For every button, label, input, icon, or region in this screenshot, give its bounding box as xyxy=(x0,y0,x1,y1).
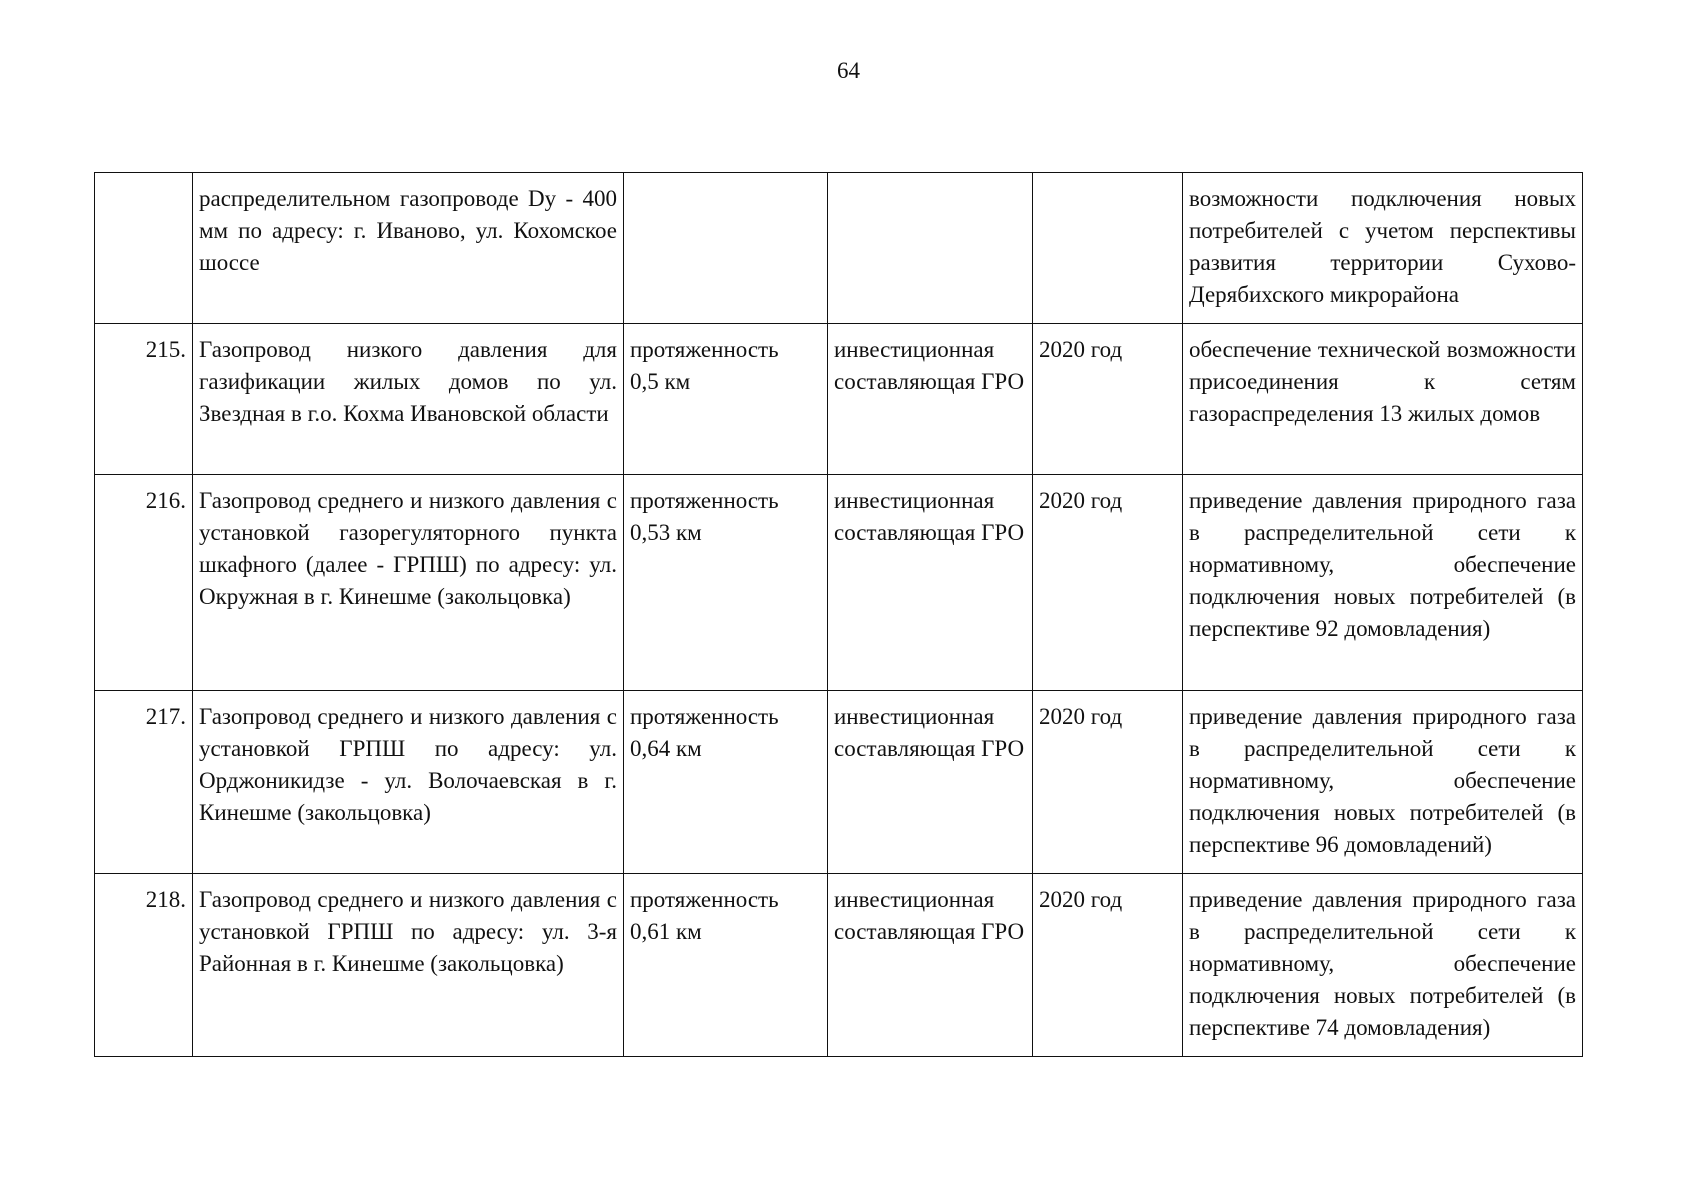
extent-cell xyxy=(624,173,828,324)
extent-label: протяженность xyxy=(630,887,779,912)
funding-source: инвестиционная составляющая ГРО xyxy=(828,475,1033,691)
object-name: Газопровод среднего и низкого давления с установкой ГРПШ по адресу: ул. 3-я Районная в г. Кинешме (закольцовка) xyxy=(193,874,624,1057)
table-row xyxy=(95,324,1583,475)
table-row xyxy=(95,173,1583,324)
extent-label: протяженность xyxy=(630,488,779,513)
year: 2020 год xyxy=(1033,874,1183,1057)
expected-result: приведение давления природного газа в распределительной сети к нормативному, обеспечение подключения новых потребителей (в перспективе 74 домовладения) xyxy=(1183,874,1583,1057)
funding-source xyxy=(828,173,1033,324)
object-name: распределительном газопроводе Dy - 400 мм по адресу: г. Иваново, ул. Кохомское шоссе xyxy=(193,173,624,324)
extent-value: 0,64 км xyxy=(630,736,702,761)
expected-result: возможности подключения новых потребителей с учетом перспективы развития территории Сухово-Дерябихского микрорайона xyxy=(1183,173,1583,324)
row-number: 216. xyxy=(95,475,193,691)
expected-result: приведение давления природного газа в распределительной сети к нормативному, обеспечение подключения новых потребителей (в перспективе 96 домовладений) xyxy=(1183,691,1583,874)
extent-label: протяженность xyxy=(630,337,779,362)
year xyxy=(1033,173,1183,324)
table-row xyxy=(95,691,1583,874)
expected-result: обеспечение технической возможности присоединения к сетям газораспределения 13 жилых домов xyxy=(1183,324,1583,475)
projects-table xyxy=(94,172,1583,1057)
year: 2020 год xyxy=(1033,691,1183,874)
table-row xyxy=(95,874,1583,1057)
page-number: 64 xyxy=(837,58,860,83)
object-name: Газопровод низкого давления для газификации жилых домов по ул. Звездная в г.о. Кохма Ивановской области xyxy=(193,324,624,475)
extent-cell xyxy=(624,475,828,691)
funding-source: инвестиционная составляющая ГРО xyxy=(828,874,1033,1057)
funding-source: инвестиционная составляющая ГРО xyxy=(828,324,1033,475)
extent-value: 0,53 км xyxy=(630,520,702,545)
year: 2020 год xyxy=(1033,475,1183,691)
extent-label: протяженность xyxy=(630,704,779,729)
row-number: 215. xyxy=(95,324,193,475)
object-name: Газопровод среднего и низкого давления с установкой газорегуляторного пункта шкафного (далее - ГРПШ) по адресу: ул. Окружная в г. Кинешме (закольцовка) xyxy=(193,475,624,691)
extent-cell xyxy=(624,324,828,475)
table-row xyxy=(95,475,1583,691)
funding-source: инвестиционная составляющая ГРО xyxy=(828,691,1033,874)
row-number xyxy=(95,173,193,324)
expected-result: приведение давления природного газа в распределительной сети к нормативному, обеспечение подключения новых потребителей (в перспективе 92 домовладения) xyxy=(1183,475,1583,691)
row-number: 217. xyxy=(95,691,193,874)
year: 2020 год xyxy=(1033,324,1183,475)
extent-cell xyxy=(624,691,828,874)
object-name: Газопровод среднего и низкого давления с установкой ГРПШ по адресу: ул. Орджоникидзе - ул. Волочаевская в г. Кинешме (закольцовка) xyxy=(193,691,624,874)
row-number: 218. xyxy=(95,874,193,1057)
extent-value: 0,5 км xyxy=(630,369,691,394)
extent-cell xyxy=(624,874,828,1057)
extent-value: 0,61 км xyxy=(630,919,702,944)
